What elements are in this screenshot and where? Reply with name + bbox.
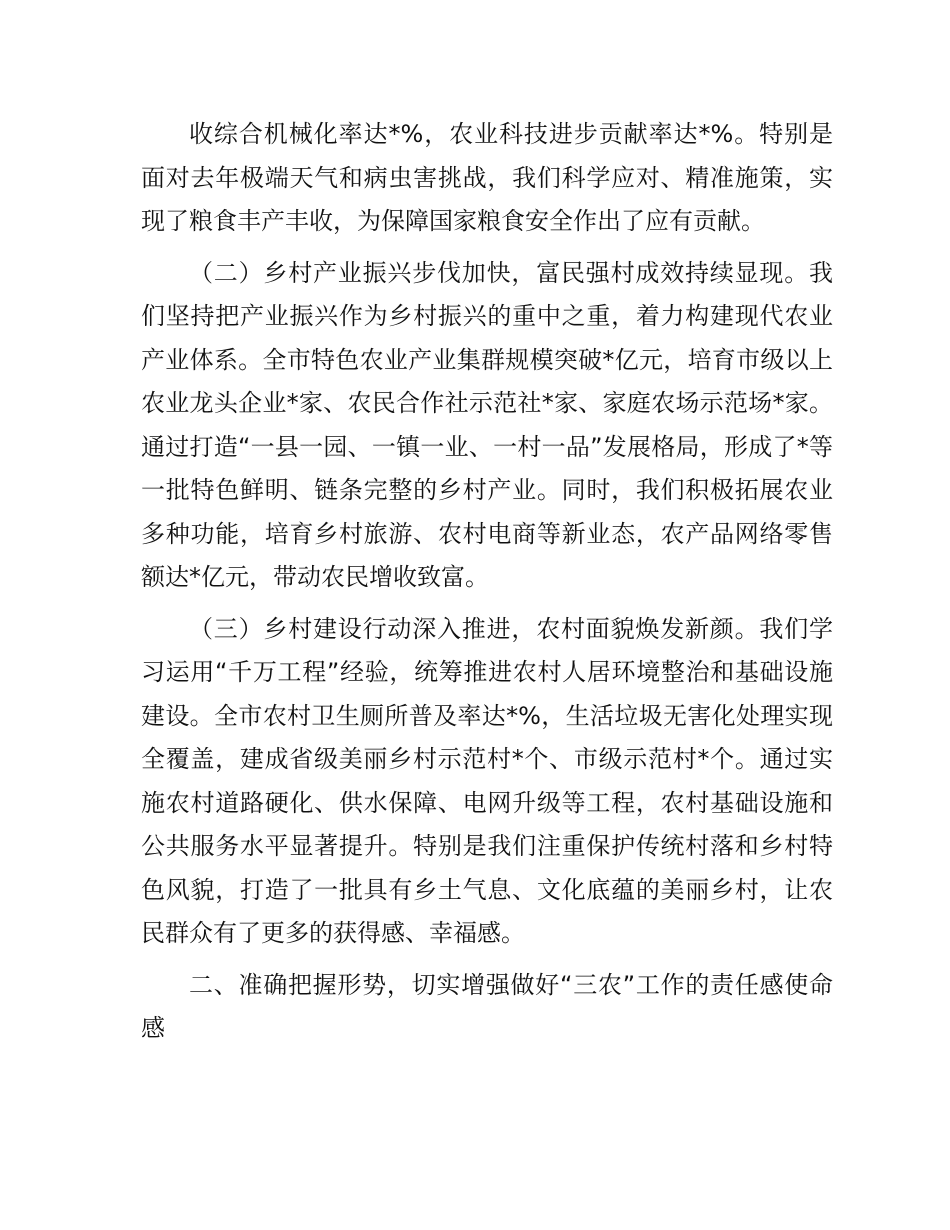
document-body bbox=[141, 113, 833, 1051]
paragraph-industry-revitalization: （二）乡村产业振兴步伐加快，富民强村成效持续显现。我们坚持把产业振兴作为乡村振兴的重中之重，着力构建现代农业产业体系。全市特色农业产业集群规模突破*亿元，培育市级以上农业龙头企业*家、农民合作社示范社*家、家庭农场示范场*家。通过打造“一县一园、一镇一业、一村一品”发展格局，形成了*等一批特色鲜明、链条完整的乡村产业。同时，我们积极拓展农业多种功能，培育乡村旅游、农村电商等新业态，农产品网络零售额达*亿元，带动农民增收致富。 bbox=[141, 258, 833, 591]
paragraph-grain-harvest: 收综合机械化率达*%，农业科技进步贡献率达*%。特别是面对去年极端天气和病虫害挑战，我们科学应对、精准施策，实现了粮食丰产丰收，为保障国家粮食安全作出了应有贡献。 bbox=[141, 120, 833, 235]
paragraph-rural-construction: （三）乡村建设行动深入推进，农村面貌焕发新颜。我们学习运用“千万工程”经验，统筹推进农村人居环境整治和基础设施建设。全市农村卫生厕所普及率达*%，生活垃圾无害化处理实现全覆盖，建成省级美丽乡村示范村*个、市级示范村*个。通过实施农村道路硬化、供水保障、电网升级等工程，农村基础设施和公共服务水平显著提升。特别是我们注重保护传统村落和乡村特色风貌，打造了一批具有乡土气息、文化底蕴的美丽乡村，让农民群众有了更多的获得感、幸福感。 bbox=[141, 614, 833, 947]
section-heading-situation: 二、准确把握形势，切实增强做好“三农”工作的责任感使命感 bbox=[141, 970, 833, 1042]
